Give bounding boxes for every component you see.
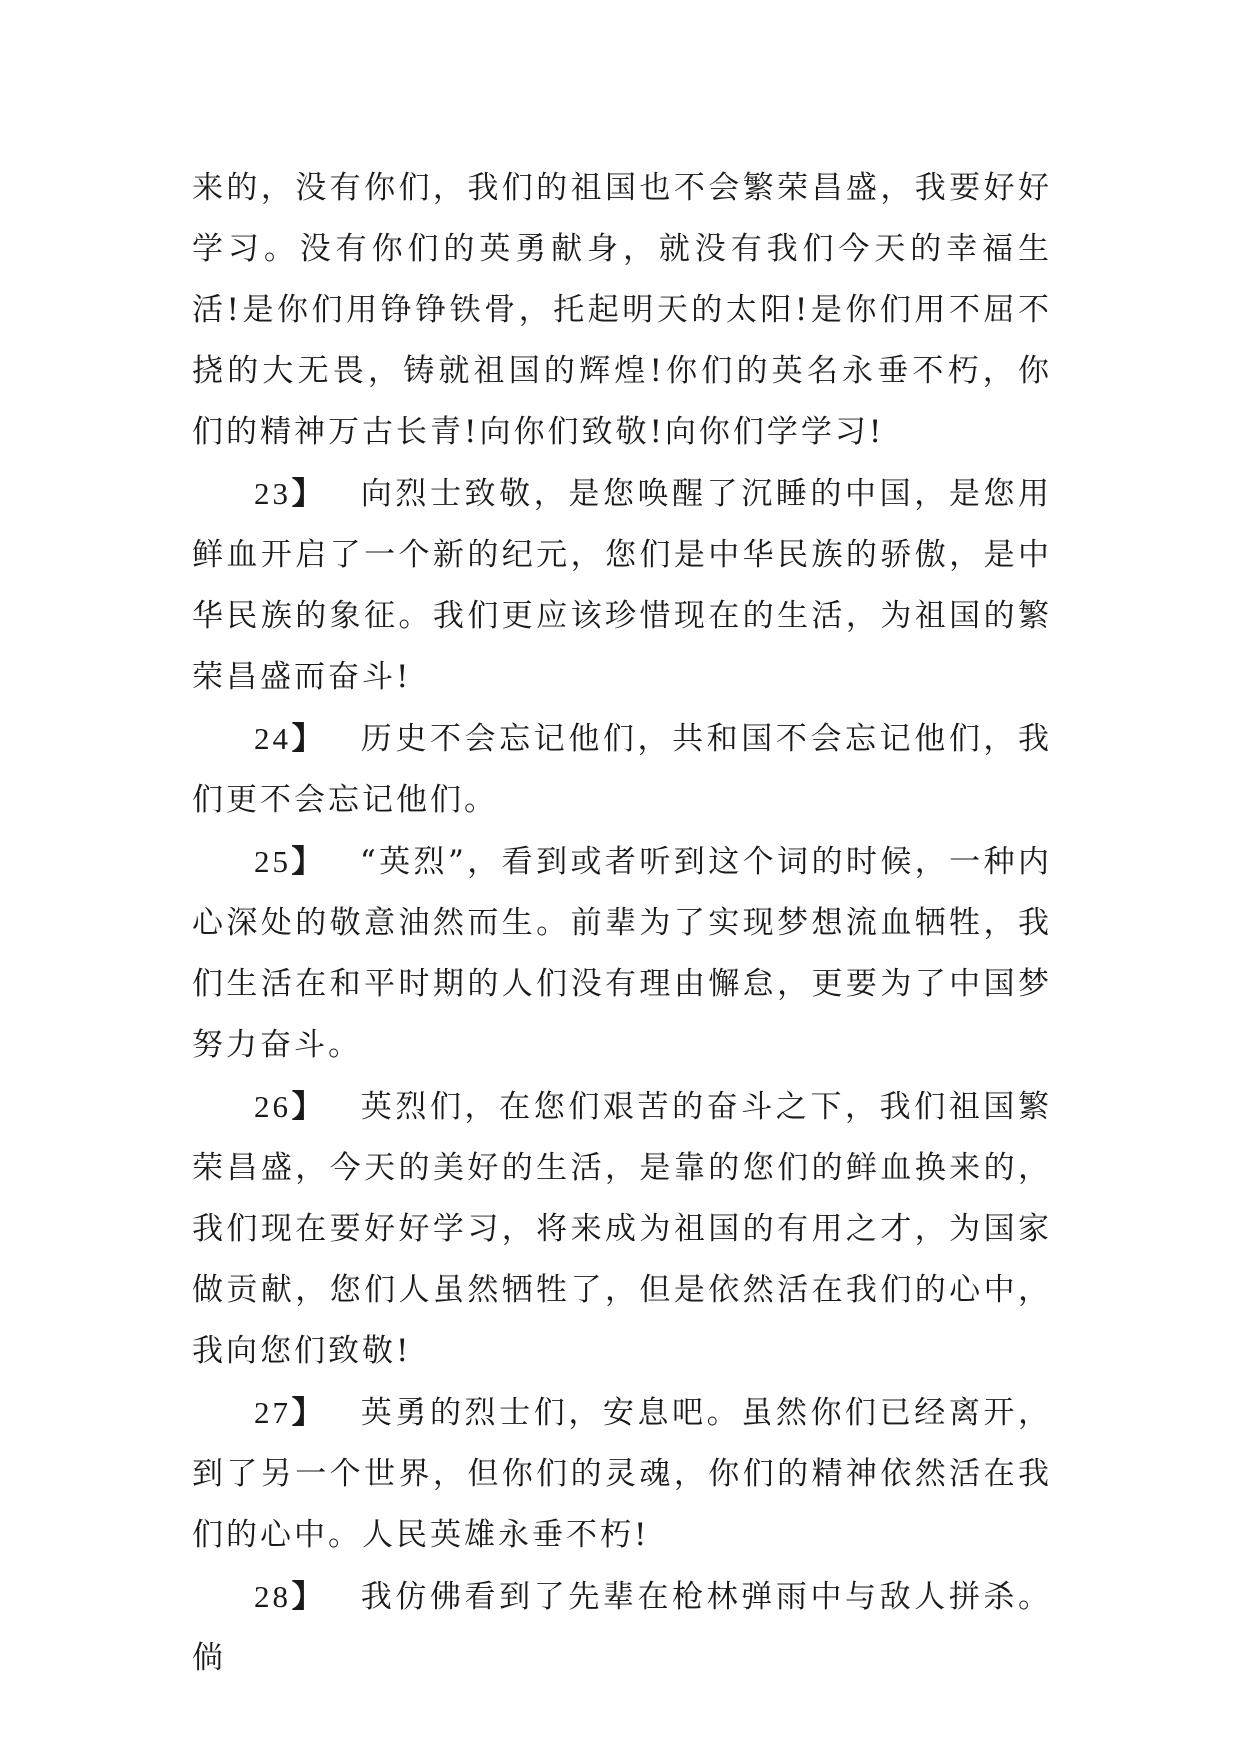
paragraph-number: 27 [254, 1395, 291, 1430]
paragraph-23 [192, 463, 1052, 708]
paragraph-number: 25 [254, 844, 291, 879]
paragraph-bracket: 】 [291, 1089, 361, 1125]
paragraph-number: 26 [254, 1089, 291, 1124]
paragraph-bracket: 】 [291, 476, 361, 512]
paragraph-number: 28 [254, 1579, 291, 1614]
paragraph-24 [192, 708, 1052, 831]
paragraph-text: 我仿佛看到了先辈在枪林弹雨中与敌人拼杀。倘 [192, 1579, 1053, 1676]
paragraph-text: 来的，没有你们，我们的祖国也不会繁荣昌盛，我要好好学习。没有你们的英勇献身，就没有我们今天的幸福生活!是你们用铮铮铁骨，托起明天的太阳!是你们用不屈不挠的大无畏，铸就祖国的辉煌!你们的英名永垂不朽，你们的精神万古长青!向你们致敬!向你们学学习! [192, 170, 1052, 450]
paragraph-27 [192, 1382, 1052, 1566]
paragraph-number: 24 [254, 721, 291, 756]
paragraph-text: 英烈们，在您们艰苦的奋斗之下，我们祖国繁荣昌盛，今天的美好的生活，是靠的您们的鲜血换来的，我们现在要好好学习，将来成为祖国的有用之才，为国家做贡献，您们人虽然牺牲了，但是依然活在我们的心中，我向您们致敬! [192, 1089, 1053, 1369]
paragraph-28 [192, 1566, 1052, 1689]
paragraph-text: 向烈士致敬，是您唤醒了沉睡的中国，是您用鲜血开启了一个新的纪元，您们是中华民族的骄傲，是中华民族的象征。我们更应该珍惜现在的生活，为祖国的繁荣昌盛而奋斗! [192, 476, 1053, 695]
paragraph-bracket: 】 [291, 1395, 361, 1431]
paragraph-text: 历史不会忘记他们，共和国不会忘记他们，我们更不会忘记他们。 [192, 721, 1053, 818]
paragraph-25 [192, 831, 1052, 1076]
paragraph-bracket: 】 [291, 721, 361, 757]
paragraph-26 [192, 1076, 1052, 1382]
paragraph-bracket: 】 [291, 844, 360, 880]
paragraph-bracket: 】 [291, 1579, 361, 1615]
paragraph-continued [192, 158, 1052, 463]
paragraph-text: 英勇的烈士们，安息吧。虽然你们已经离开，到了另一个世界，但你们的灵魂，你们的精神依然活在我们的心中。人民英雄永垂不朽! [192, 1395, 1053, 1553]
paragraph-number: 23 [254, 476, 291, 511]
document-body [192, 158, 1052, 1689]
paragraph-text: “英烈”，看到或者听到这个词的时候，一种内心深处的敬意油然而生。前辈为了实现梦想流血牺牲，我们生活在和平时期的人们没有理由懈怠，更要为了中国梦努力奋斗。 [192, 844, 1053, 1063]
